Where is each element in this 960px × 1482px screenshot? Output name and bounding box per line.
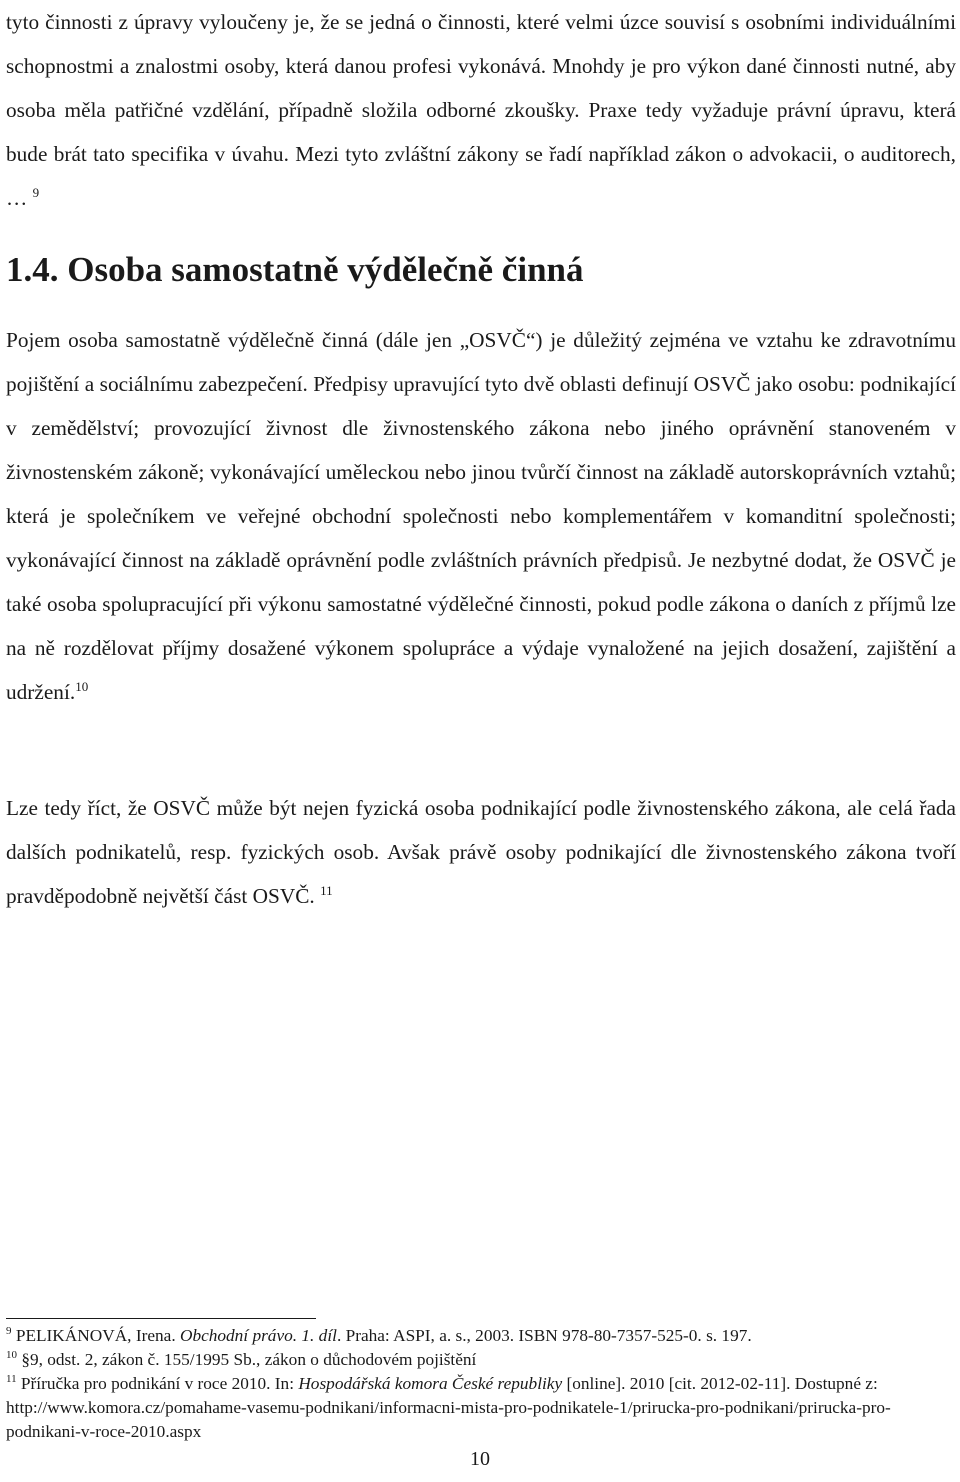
footnote-number: 10 — [6, 1349, 17, 1362]
paragraph-conclusion — [6, 786, 956, 918]
footnote-10 — [6, 1348, 956, 1372]
footnote-number: 9 — [6, 1325, 12, 1338]
footnote-rest-with-url[interactable]: [online]. 2010 [cit. 2012-02-11]. Dostupné z: http://www.komora.cz/pomahame-vasemu-podnikani/informacni-mista-pro-podnikatele-1/prirucka-pro-podnikani/prirucka-pro-podnikani-v-roce-2010.aspx — [6, 1374, 891, 1441]
footnote-11 — [6, 1372, 956, 1444]
section-heading: 1.4. Osoba samostatně výdělečně činná — [6, 250, 584, 289]
paragraph-osvc-definition-text: Pojem osoba samostatně výdělečně činná (dále jen „OSVČ“) je důležitý zejména ve vztahu ke zdravotnímu pojištění a sociálnímu zabezpečení. Předpisy upravující tyto dvě oblasti definují OSVČ jako osobu: podnikající v zemědělství; provozující živnost dle živnostenského zákona nebo jiného oprávnění stanoveném v živnostenském zákoně; vykonávající uměleckou nebo jinou tvůrčí činnost na základě autorskoprávních vztahů; která je společníkem ve veřejné obchodní společnosti nebo komplementářem v komanditní společnosti; vykonávající činnost na základě oprávnění podle zvláštních právních předpisů. Je nezbytné dodat, že OSVČ je také osoba spolupracující při výkonu samostatné výdělečné činnosti, pokud podle zákona o daních z příjmů lze na ně rozdělovat příjmy dosažené výkonem spolupráce a výdaje vynaložené na jejich dosažení, zajištění a udržení. — [6, 328, 956, 704]
footnote-title: Hospodářská komora České republiky — [298, 1374, 563, 1393]
paragraph-osvc-definition — [6, 318, 956, 714]
paragraph-intro — [6, 0, 956, 220]
footnote-text: §9, odst. 2, zákon č. 155/1995 Sb., zákon o důchodovém pojištění — [21, 1350, 477, 1369]
footnote-pre: Příručka pro podnikání v roce 2010. In: — [20, 1374, 299, 1393]
footnote-title: Obchodní právo. 1. díl — [179, 1326, 337, 1345]
footnotes — [6, 1324, 956, 1444]
footnote-ref-11[interactable]: 11 — [320, 882, 333, 898]
footnote-9 — [6, 1324, 956, 1348]
footnote-ref-9[interactable]: 9 — [32, 184, 40, 200]
footnote-author: PELIKÁNOVÁ, Irena. — [15, 1326, 180, 1345]
paragraph-intro-text: tyto činnosti z úpravy vyloučeny je, že se jedná o činnosti, které velmi úzce souvisí s osobními individuálními schopnostmi a znalostmi osoby, která danou profesi vykonává. Mnohdy je pro výkon dané činnosti nutné, aby osoba měla patřičné vzdělání, případně složila odborné zkoušky. Praxe tedy vyžaduje právní úpravu, která bude brát tato specifika v úvahu. Mezi tyto zvláštní zákony se řadí například zákon o advokacii, o auditorech, … — [6, 10, 956, 210]
footnote-number: 11 — [6, 1373, 17, 1386]
footnote-rest: . Praha: ASPI, a. s., 2003. ISBN 978-80-7357-525-0. s. 197. — [336, 1326, 752, 1345]
page-number: 10 — [470, 1448, 490, 1470]
footnote-ref-10[interactable]: 10 — [75, 678, 89, 694]
paragraph-conclusion-text: Lze tedy říct, že OSVČ může být nejen fyzická osoba podnikající podle živnostenského zákona, ale celá řada dalších podnikatelů, resp. fyzických osob. Avšak právě osoby podnikající dle živnostenského zákona tvoří pravděpodobně největší část OSVČ. — [6, 796, 956, 908]
footnote-separator — [6, 1318, 316, 1319]
